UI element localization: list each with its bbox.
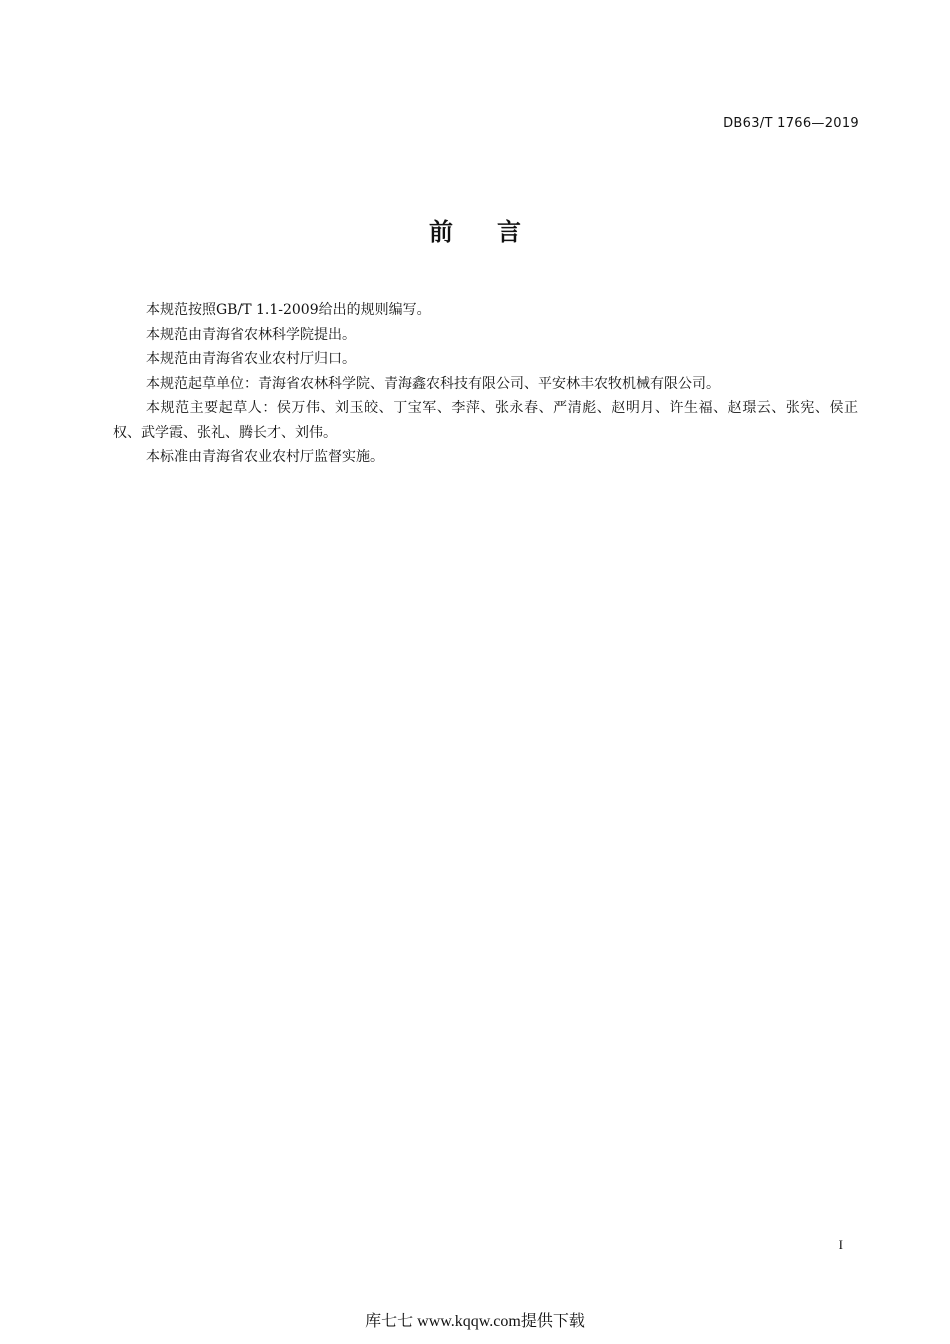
page-number: I — [838, 1237, 843, 1252]
paragraph-centralized-unit: 本规范由青海省农业农村厅归口。 — [146, 351, 356, 367]
document-code: DB63/T 1766—2019 — [723, 116, 859, 131]
paragraph-drafting-rules: 本规范按照GB/T 1.1-2009给出的规则编写。 — [146, 302, 431, 318]
foreword-body — [113, 298, 858, 470]
paragraph-proposer: 本规范由青海省农林科学院提出。 — [146, 326, 356, 343]
page-title: 前言 — [429, 218, 565, 246]
paragraph-supervision: 本标准由青海省农业农村厅监督实施。 — [146, 449, 384, 465]
paragraph-drafters: 本规范主要起草人：侯万伟、刘玉皎、丁宝军、李萍、张永春、严清彪、赵明月、许生福、赵璟云、张宪、侯正权、武学霞、张礼、腾长才、刘伟。 — [113, 400, 858, 441]
download-credit: 库七七 www.kqqw.com提供下载 — [365, 1313, 585, 1330]
paragraph-drafting-units: 本规范起草单位：青海省农林科学院、青海鑫农科技有限公司、平安林丰农牧机械有限公司。 — [146, 375, 720, 392]
